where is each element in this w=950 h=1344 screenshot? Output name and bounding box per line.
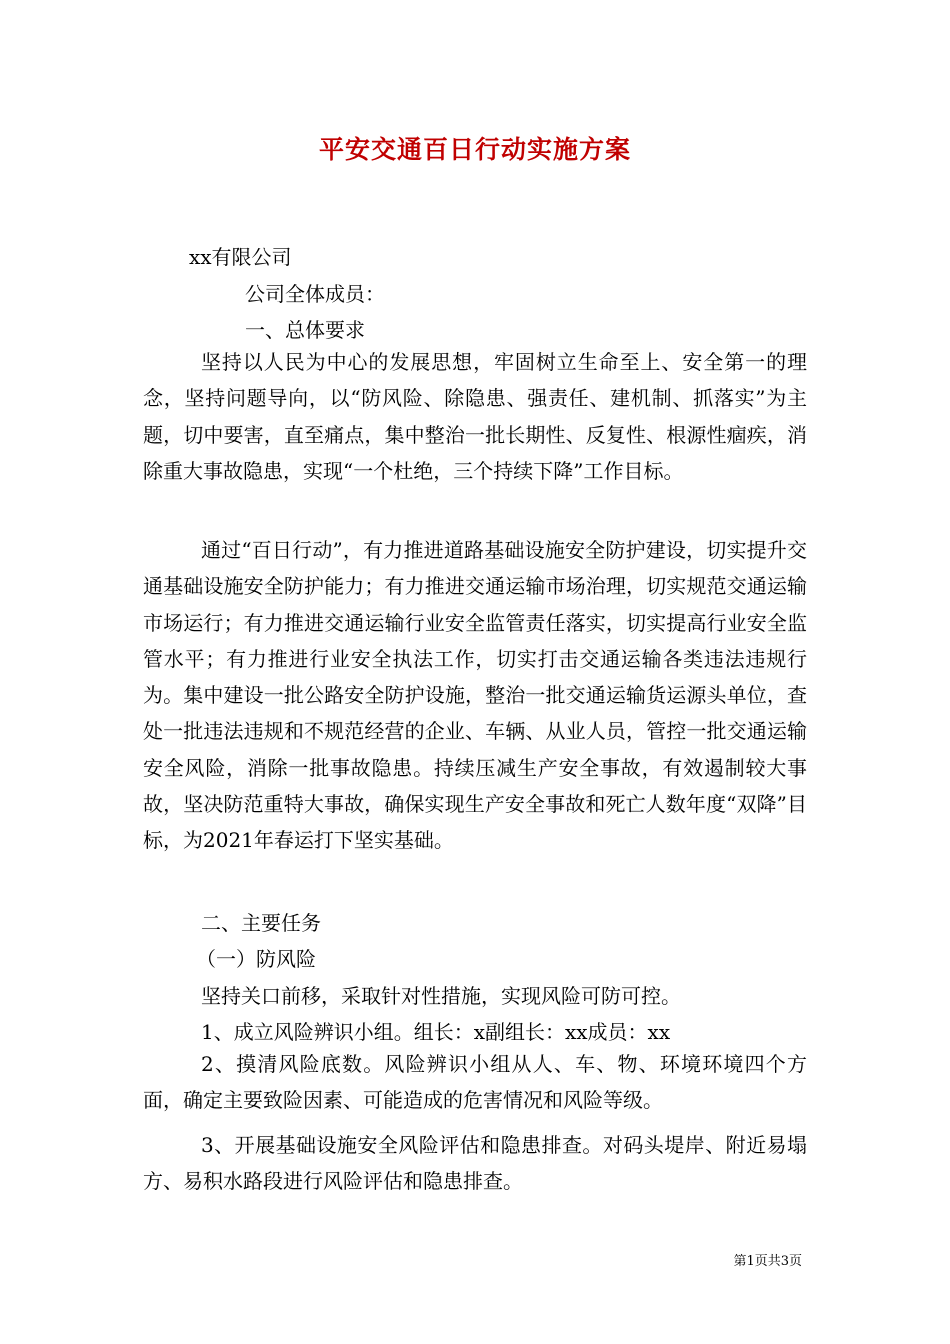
paragraph-principles: 坚持以人民为中心的发展思想，牢固树立生命至上、安全第一的理念，坚持问题导向，以“防风险、除隐患、强责任、建机制、抓落实”为主题，切中要害，直至痛点，集中整治一批长期性、反复性、根源性痼疾，消除重大事故隐患，实现“一个杜绝，三个持续下降”工作目标。 <box>143 350 807 483</box>
section-heading-main-tasks: 二、主要任务 <box>201 911 321 935</box>
salutation: 公司全体成员： <box>245 282 385 306</box>
company-name: xx有限公司 <box>189 245 292 269</box>
page-number: 第1页共3页 <box>733 1254 802 1269</box>
paragraph-risk-prevention: 坚持关口前移，采取针对性措施，实现风险可防可控。 <box>201 984 681 1008</box>
list-item-2: 2、摸清风险底数。风险辨识小组从人、车、物、环境环境四个方面，确定主要致险因素、可能造成的危害情况和风险等级。 <box>143 1052 807 1113</box>
paragraph-hundred-day-action: 通过“百日行动”，有力推进道路基础设施安全防护建设，切实提升交通基础设施安全防护能力；有力推进交通运输市场治理，切实规范交通运输市场运行；有力推进交通运输行业安全监管责任落实，切实提高行业安全监管水平；有力推进行业安全执法工作，切实打击交通运输各类违法违规行为。集中建设一批公路安全防护设施，整治一批交通运输货运源头单位，查处一批违法违规和不规范经营的企业、车辆、从业人员，管控一批交通运输安全风险，消除一批事故隐患。持续压减生产安全事故，有效遏制较大事故，坚决防范重特大事故，确保实现生产安全事故和死亡人数年度“双降”目标，为2021年春运打下坚实基础。 <box>143 538 807 853</box>
list-item-1: 1、成立风险辨识小组。组长：x副组长：xx成员：xx <box>201 1020 671 1044</box>
list-item-3: 3、开展基础设施安全风险评估和隐患排查。对码头堤岸、附近易塌方、易积水路段进行风险评估和隐患排查。 <box>143 1133 807 1194</box>
subsection-heading-prevent-risk: （一）防风险 <box>196 947 316 971</box>
section-heading-general-requirements: 一、总体要求 <box>245 318 365 342</box>
document-title: 平安交通百日行动实施方案 <box>318 135 631 164</box>
